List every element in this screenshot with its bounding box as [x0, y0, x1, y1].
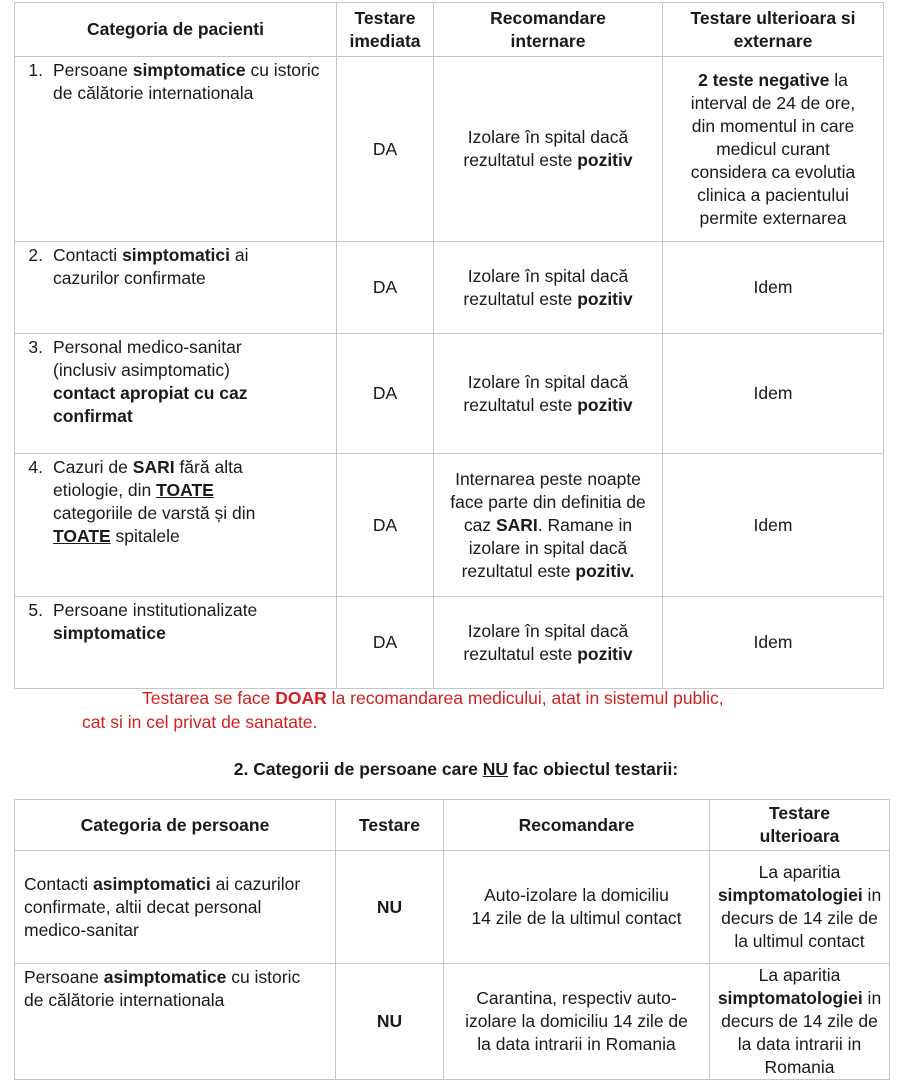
- patient-category-cell: 4. Cazuri de SARI fără alta etiologie, din TOATE categoriile de varstă și din TOATE spitalele: [15, 454, 337, 597]
- immediate-testing-cell: DA: [337, 57, 434, 242]
- hospitalization-cell: Izolare în spital dacă rezultatul este pozitiv: [434, 334, 663, 454]
- immediate-testing-cell: DA: [337, 242, 434, 334]
- recommendation-cell: Auto-izolare la domiciliu 14 zile de la ultimul contact: [444, 851, 710, 964]
- header-patient-category: Categoria de pacienti: [15, 3, 337, 57]
- header-further-testing: Testare ulterioara: [710, 800, 890, 851]
- table-row: [15, 454, 884, 597]
- immediate-testing-cell: DA: [337, 597, 434, 689]
- discharge-cell: Idem: [663, 454, 884, 597]
- discharge-cell: 2 teste negative la interval de 24 de ore, din momentul in care medicul curant considera ca evolutia clinica a pacientului permite externarea: [663, 57, 884, 242]
- discharge-cell: Idem: [663, 242, 884, 334]
- header-immediate-testing: Testare imediata: [337, 3, 434, 57]
- hospitalization-cell: Izolare în spital dacă rezultatul este pozitiv: [434, 57, 663, 242]
- discharge-cell: Idem: [663, 334, 884, 454]
- discharge-cell: Idem: [663, 597, 884, 689]
- person-category-cell: Contacti asimptomatici ai cazurilor confirmate, altii decat personal medico-sanitar: [15, 851, 336, 964]
- table-row: [15, 597, 884, 689]
- testing-cell: NU: [336, 851, 444, 964]
- section-title: 2. Categorii de persoane care NU fac obiectul testarii:: [233, 759, 679, 779]
- table-row: [15, 57, 884, 242]
- table-row: [15, 242, 884, 334]
- non-testing-table: [14, 799, 890, 1080]
- patient-category-cell: 5. Persoane institutionalizate simptomatice: [15, 597, 337, 689]
- header-testing: Testare: [336, 800, 444, 851]
- header-hospitalization: Recomandare internare: [434, 3, 663, 57]
- hospitalization-cell: Izolare în spital dacă rezultatul este pozitiv: [434, 597, 663, 689]
- table-row: [15, 964, 890, 1080]
- header-person-category: Categoria de persoane: [15, 800, 336, 851]
- table-row: [15, 851, 890, 964]
- hospitalization-cell: Internarea peste noapte face parte din definitia de caz SARI. Ramane in izolare in spital dacă rezultatul este pozitiv.: [434, 454, 663, 597]
- immediate-testing-cell: DA: [337, 334, 434, 454]
- recommendation-cell: Carantina, respectiv auto-izolare la domiciliu 14 zile de la data intrarii in Romania: [444, 964, 710, 1080]
- patient-category-cell: 1. Persoane simptomatice cu istoric de călătorie internationala: [15, 57, 337, 242]
- patient-category-cell: 2. Contacti simptomatici ai cazurilor confirmate: [15, 242, 337, 334]
- immediate-testing-cell: DA: [337, 454, 434, 597]
- person-category-cell: Persoane asimptomatice cu istoric de călătorie internationala: [15, 964, 336, 1080]
- further-testing-cell: La aparitia simptomatologiei in decurs de 14 zile de la ultimul contact: [710, 851, 890, 964]
- patient-category-cell: 3. Personal medico-sanitar (inclusiv asimptomatic) contact apropiat cu caz confirmat: [15, 334, 337, 454]
- table-row: [15, 334, 884, 454]
- header-recommendation: Recomandare: [444, 800, 710, 851]
- header-further-testing-discharge: Testare ulterioara si externare: [663, 3, 884, 57]
- further-testing-cell: La aparitia simptomatologiei in decurs de 14 zile de la data intrarii in Romania: [710, 964, 890, 1080]
- testing-cell: NU: [336, 964, 444, 1080]
- hospitalization-cell: Izolare în spital dacă rezultatul este pozitiv: [434, 242, 663, 334]
- testing-note: Testarea se face DOAR la recomandarea medicului, atat in sistemul public, cat si in cel privat de sanatate.: [82, 688, 724, 732]
- patient-testing-table: [14, 2, 884, 689]
